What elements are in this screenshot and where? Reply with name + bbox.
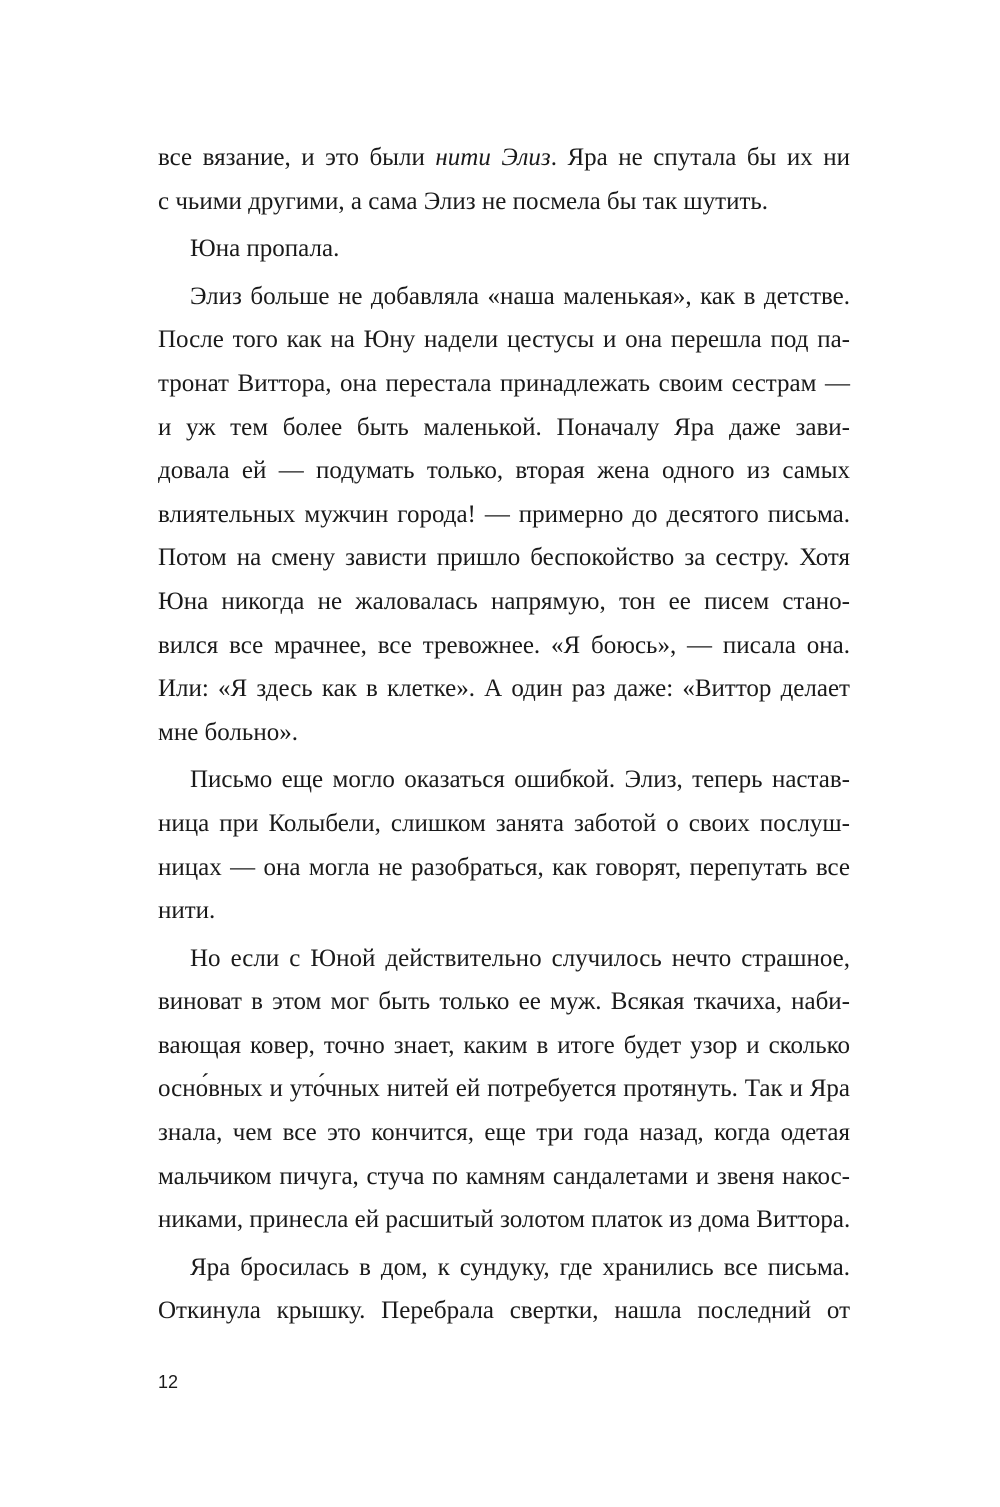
paragraph xyxy=(158,1246,850,1333)
text-line xyxy=(158,362,850,406)
text-span: ница при Колыбели, слишком занята заботой о своих послуш- xyxy=(158,809,850,837)
text-span: тронат Виттора, она перестала принадлежать своим сестрам — xyxy=(158,369,850,397)
text-line xyxy=(158,980,850,1024)
text-span: довала ей — подумать только, вторая жена одного из самых xyxy=(158,457,850,485)
text-line xyxy=(158,406,850,450)
text-span: Яра бросилась в дом, к сундуку, где хранились все письма. xyxy=(190,1253,850,1281)
text-span: Откинула крышку. Перебрала свертки, нашла последний от xyxy=(158,1297,850,1325)
text-line xyxy=(158,1067,850,1111)
text-line xyxy=(158,493,850,537)
text-line xyxy=(158,180,850,224)
text-span: Письмо еще могло оказаться ошибкой. Элиз, теперь настав- xyxy=(190,766,850,794)
text-span: Но если с Юной действительно случилось нечто страшное, xyxy=(190,944,850,972)
text-span: и уж тем более быть маленькой. Поначалу Яра даже зави- xyxy=(158,413,850,441)
text-line xyxy=(158,667,850,711)
text-line xyxy=(158,711,850,755)
paragraph xyxy=(158,275,850,755)
text-line xyxy=(158,624,850,668)
text-span: Потом на смену зависти пришло беспокойство за сестру. Хотя xyxy=(158,544,850,572)
text-line xyxy=(158,802,850,846)
text-span: Элиз больше не добавляла «наша маленькая», как в детстве. xyxy=(190,282,850,310)
text-span: вился все мрачнее, все тревожнее. «Я боюсь», — писала она. xyxy=(158,631,850,659)
text-span: осно́вных и уто́чных нитей ей потребуется протянуть. Так и Яра xyxy=(158,1075,850,1103)
text-span: Или: «Я здесь как в клетке». А один раз даже: «Виттор делает xyxy=(158,675,850,703)
text-line xyxy=(158,318,850,362)
paragraph xyxy=(158,227,850,271)
text-span: Юна никогда не жаловалась напрямую, тон ее писем стано- xyxy=(158,587,850,615)
text-line xyxy=(158,846,850,890)
text-line xyxy=(158,937,850,981)
text-span: все вязание, и это были xyxy=(158,144,436,171)
text-span: мне больно». xyxy=(158,718,298,746)
text-span: влиятельных мужчин города! — примерно до десятого письма. xyxy=(158,500,850,528)
text-span: вающая ковер, точно знает, каким в итоге будет узор и сколько xyxy=(158,1031,850,1059)
text-line xyxy=(158,580,850,624)
text-span: знала, чем все это кончится, еще три года назад, когда одетая xyxy=(158,1119,850,1147)
text-line xyxy=(158,1246,850,1290)
italic-text-span: нити Элиз xyxy=(435,144,551,171)
text-line xyxy=(158,136,850,180)
text-line xyxy=(158,889,850,933)
text-line xyxy=(158,1111,850,1155)
text-line xyxy=(158,1289,850,1333)
text-span: мальчиком пичуга, стуча по камням сандалетами и звеня накос- xyxy=(158,1162,850,1190)
text-line xyxy=(158,227,850,271)
page-number: 12 xyxy=(158,1372,179,1392)
paragraph xyxy=(158,937,850,1242)
body-text xyxy=(158,136,850,1333)
text-line xyxy=(158,275,850,319)
text-line xyxy=(158,1198,850,1242)
text-span: нити. xyxy=(158,897,216,925)
text-span: ницах — она могла не разобраться, как говорят, перепутать все xyxy=(158,853,850,881)
text-line xyxy=(158,449,850,493)
text-span: . Яра не спутала бы их ни xyxy=(550,144,851,171)
text-line xyxy=(158,1155,850,1199)
paragraph xyxy=(158,758,850,932)
text-span: с чьими другими, а сама Элиз не посмела бы так шутить. xyxy=(158,187,769,215)
text-span: виноват в этом мог быть только ее муж. Всякая ткачиха, наби- xyxy=(158,988,850,1016)
text-span: никами, принесла ей расшитый золотом платок из дома Виттора. xyxy=(158,1206,851,1234)
paragraph xyxy=(158,136,850,223)
text-line xyxy=(158,536,850,580)
text-line xyxy=(158,1024,850,1068)
text-span: Юна пропала. xyxy=(190,235,340,263)
text-line xyxy=(158,758,850,802)
text-span: После того как на Юну надели цестусы и она перешла под па- xyxy=(158,326,850,354)
